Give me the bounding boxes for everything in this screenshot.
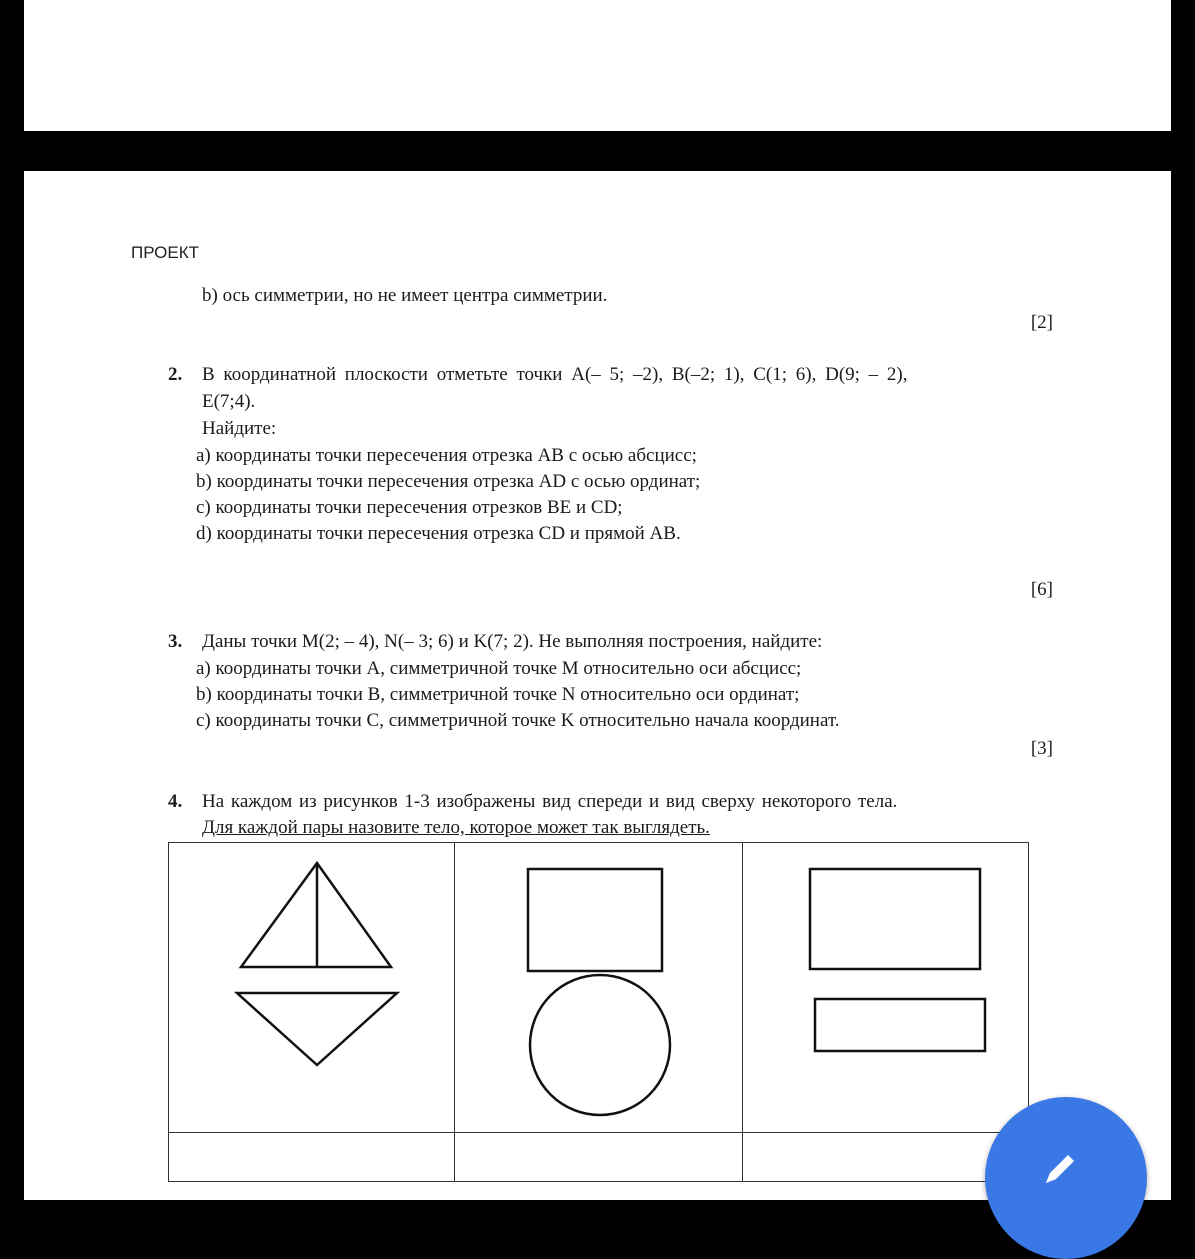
- figure-1-drawing: [169, 843, 454, 1127]
- task1-score: [2]: [1030, 312, 1053, 333]
- task3-line1: Даны точки M(2; – 4), N(– 3; 6) и K(7; 2). Не выполняя построения, найдите:: [202, 631, 823, 652]
- task3-item-b: b) координаты точки B, симметричной точке N относительно оси ординат;: [196, 684, 800, 705]
- task1-item-b: b) ось симметрии, но не имеет центра симметрии.: [202, 285, 608, 306]
- draft-label: ПРОЕКТ: [131, 243, 200, 262]
- figures-table: [168, 842, 1029, 1182]
- figure-3-cell: [743, 843, 1029, 1133]
- task2-item-d: d) координаты точки пересечения отрезка CD и прямой AB.: [196, 523, 681, 544]
- task2-item-c: c) координаты точки пересечения отрезков BE и CD;: [196, 497, 623, 518]
- figure-3-drawing: [743, 843, 1028, 1127]
- previous-page-fragment: [24, 0, 1171, 131]
- document-page: [24, 171, 1171, 1200]
- task3-score: [3]: [1030, 738, 1053, 759]
- task2-line1: В координатной плоскости отметьте точки A(– 5; –2), B(–2; 1), C(1; 6), D(9; – 2),: [202, 364, 908, 385]
- top-view-rectangle: [815, 999, 985, 1051]
- task2-score: [6]: [1030, 579, 1053, 600]
- figure-2-drawing: [455, 843, 742, 1127]
- answer-cell-2[interactable]: [455, 1133, 743, 1182]
- task2-line2: E(7;4).: [202, 391, 256, 412]
- top-view-circle: [530, 975, 670, 1115]
- front-view-rectangle: [810, 869, 980, 969]
- edit-fab-button[interactable]: [985, 1097, 1147, 1259]
- task4-number: 4.: [168, 791, 183, 812]
- task2-item-b: b) координаты точки пересечения отрезка AD с осью ординат;: [196, 471, 701, 492]
- answer-cell-1[interactable]: [169, 1133, 455, 1182]
- top-view-triangle: [237, 993, 397, 1065]
- task2-number: 2.: [168, 364, 183, 385]
- figure-2-cell: [455, 843, 743, 1133]
- task3-item-a: a) координаты точки A, симметричной точке M относительно оси абсцисс;: [196, 658, 802, 679]
- pencil-icon: [1040, 1149, 1080, 1189]
- task4-line1: На каждом из рисунков 1-3 изображены вид спереди и вид сверху некоторого тела.: [202, 791, 898, 812]
- front-view-square: [528, 869, 662, 971]
- task3-number: 3.: [168, 631, 183, 652]
- task4-line2: Для каждой пары назовите тело, которое может так выглядеть.: [202, 817, 710, 838]
- task3-item-c: c) координаты точки C, симметричной точке K относительно начала координат.: [196, 710, 840, 731]
- task2-find: Найдите:: [202, 418, 277, 439]
- task2-item-a: a) координаты точки пересечения отрезка AB с осью абсцисс;: [196, 445, 697, 466]
- figure-1-cell: [169, 843, 455, 1133]
